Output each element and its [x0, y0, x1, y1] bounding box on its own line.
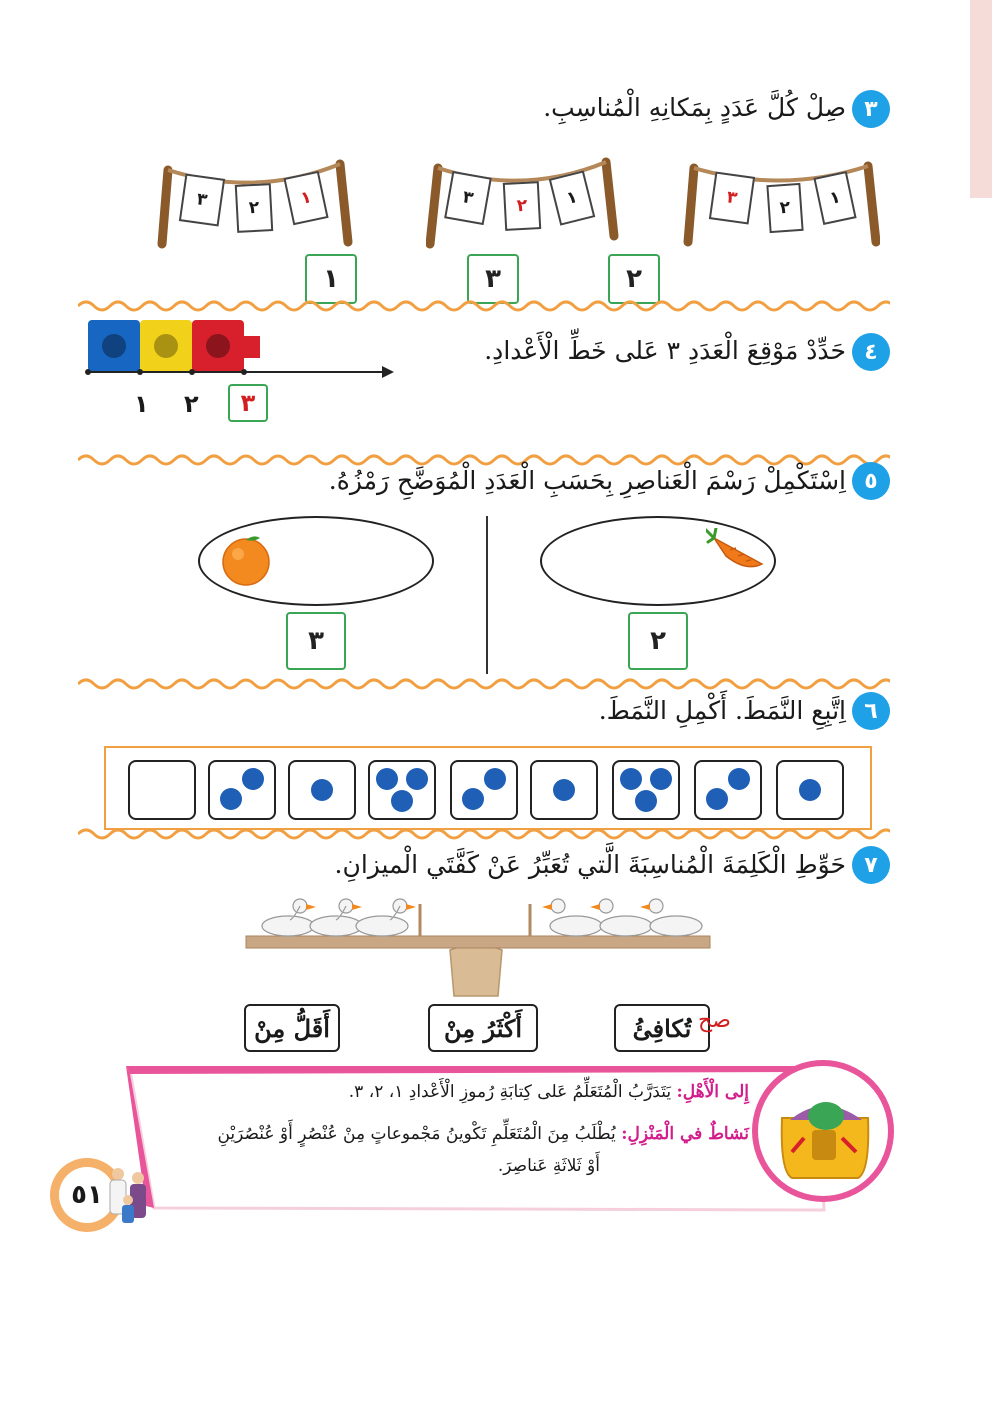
dot [650, 768, 672, 790]
dot-die [694, 760, 762, 820]
number-flags-right [682, 150, 880, 250]
dot [242, 768, 264, 790]
wavy-divider [78, 298, 890, 314]
family-figures-icon [104, 1164, 152, 1226]
drawing-ellipse-right[interactable] [540, 516, 776, 606]
choice-less-than[interactable]: أَقَلُّ مِنْ [244, 1004, 340, 1052]
dot [391, 790, 413, 812]
question-number-6: ٦ [852, 692, 890, 730]
match-box[interactable]: ١ [305, 254, 357, 304]
dot [406, 768, 428, 790]
flag-card: ٣ [179, 173, 225, 226]
question-3-instruction: صِلْ كُلَّ عَدَدٍ بِمَكانِهِ الْمُناسِبِ. [543, 93, 846, 122]
number-line-answer-box[interactable]: ٣ [228, 384, 268, 422]
dot [376, 768, 398, 790]
flag-card: ١ [813, 171, 856, 225]
parents-line-2 [217, 1124, 749, 1144]
vertical-divider [486, 516, 488, 674]
schoolbag-icon [772, 1082, 876, 1182]
dot [311, 779, 333, 801]
cube-hole [102, 334, 126, 358]
question-5-instruction: اِسْتَكْمِلْ رَسْمَ الْعَناصِرِ بِحَسَبِ الْعَدَدِ الْمُوَضَّحِ رَمْزُهُ. [328, 466, 846, 495]
number-line-with-cubes [84, 318, 394, 388]
carrot-icon [706, 528, 766, 574]
dot-die [612, 760, 680, 820]
target-number-right: ٢ [628, 612, 688, 670]
number-line-label: ١ [134, 390, 149, 418]
orange-icon [218, 532, 274, 588]
cube-hole [206, 334, 230, 358]
number-flags-left [156, 152, 356, 252]
drawing-ellipse-left[interactable] [198, 516, 434, 606]
balance-scale-with-ducks [240, 884, 716, 1000]
parents-text: يَتَدَرَّبُ الْمُتَعَلِّمُ عَلى كِتابَةِ رُموزِ الْأَعْدادِ ١، ٢، ٣. [348, 1082, 672, 1102]
parents-title: إِلى الْأَهْلِ: [676, 1082, 749, 1102]
flag-card-highlighted: ٣ [709, 171, 755, 224]
parents-line-1 [349, 1082, 749, 1102]
dot-die [368, 760, 436, 820]
handwritten-mark: صح [698, 1008, 731, 1033]
flag-card: ٣ [444, 171, 492, 225]
number-flags-middle [426, 152, 620, 252]
choice-more-than[interactable]: أَكْثَرُ مِنْ [428, 1004, 538, 1052]
home-activity-title: نَشاطٌ في الْمَنْزِلِ: [621, 1124, 749, 1144]
dot [706, 788, 728, 810]
dot-die [288, 760, 356, 820]
dot [620, 768, 642, 790]
dot [635, 790, 657, 812]
dot-die [776, 760, 844, 820]
dot [484, 768, 506, 790]
number-line-arrow [84, 364, 394, 380]
empty-die-answer[interactable] [128, 760, 196, 820]
question-number-4: ٤ [852, 333, 890, 371]
dot [799, 779, 821, 801]
home-activity-text: يُطْلَبُ مِنَ الْمُتَعَلِّمِ تَكْوينُ مَجْموعاتٍ مِنْ عُنْصُرٍ أَوْ عُنْصُرَيْنِ [217, 1124, 616, 1144]
flag-card: ١ [549, 170, 596, 225]
flag-card: ٢ [766, 183, 803, 233]
choice-equals[interactable]: تُكافِئُ [614, 1004, 710, 1052]
question-number-3: ٣ [852, 90, 890, 128]
page-number: ٥١ [59, 1167, 115, 1223]
flag-card-highlighted: ١ [283, 171, 328, 225]
flag-card-highlighted: ٢ [503, 181, 541, 231]
dot [728, 768, 750, 790]
dot [462, 788, 484, 810]
flag-card: ٢ [235, 183, 273, 233]
dot [220, 788, 242, 810]
cube-hole [154, 334, 178, 358]
question-7-instruction: حَوِّطِ الْكَلِمَةَ الْمُناسِبَةَ الَّتي تُعَبِّرُ عَنْ كَفَّتَي الْميزانِ. [334, 850, 846, 879]
number-line-label: ٢ [184, 390, 199, 418]
cube-connector [244, 336, 260, 358]
wavy-divider [78, 826, 890, 842]
parents-line-3: أَوْ ثَلاثَةِ عَناصِرَ. [497, 1156, 600, 1176]
schoolbag-badge [752, 1060, 894, 1202]
question-number-7: ٧ [852, 846, 890, 884]
dot-die [530, 760, 598, 820]
dot-die [450, 760, 518, 820]
question-4-instruction: حَدِّدْ مَوْقِعَ الْعَدَدِ ٣ عَلى خَطِّ الْأَعْدادِ. [484, 336, 846, 365]
target-number-left: ٣ [286, 612, 346, 670]
side-tab [970, 0, 992, 198]
pattern-container [104, 746, 872, 830]
dot [553, 779, 575, 801]
wavy-divider [78, 676, 890, 692]
dot-die [208, 760, 276, 820]
question-6-instruction: اِتَّبِعِ النَّمَطَ. أَكْمِلِ النَّمَطَ. [598, 696, 846, 725]
match-box[interactable]: ٣ [467, 254, 519, 304]
match-box[interactable]: ٢ [608, 254, 660, 304]
question-number-5: ٥ [852, 462, 890, 500]
